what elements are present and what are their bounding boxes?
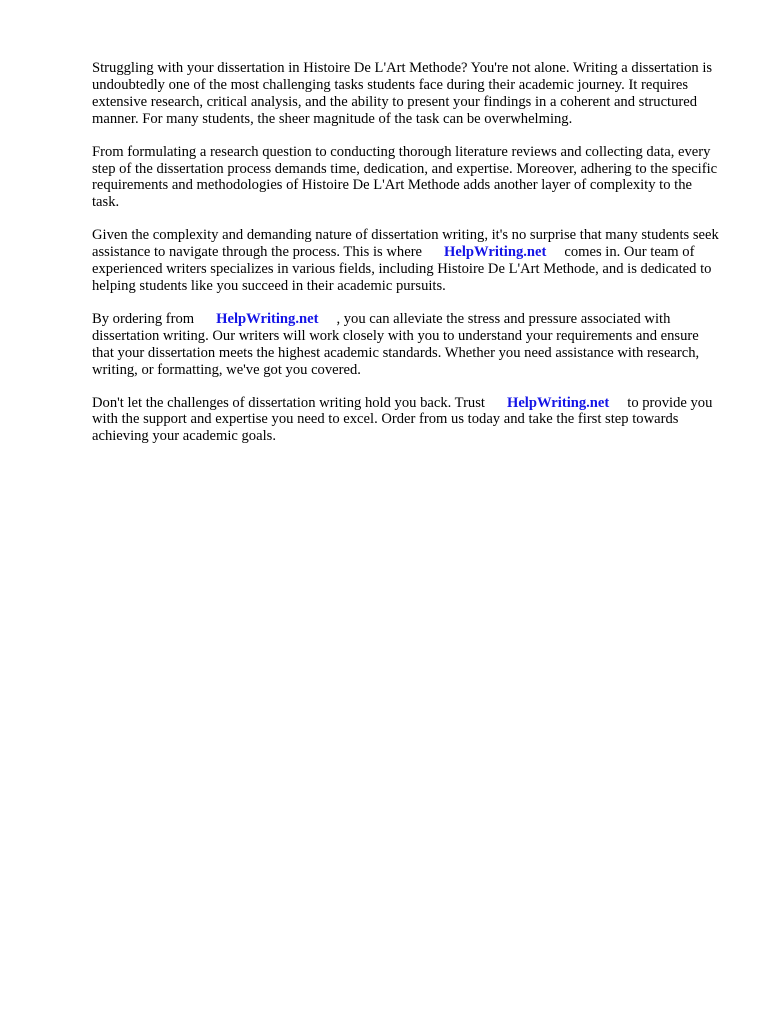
paragraph-text: From formulating a research question to conducting thorough literature reviews and collecting data, every step of the dissertation process demands time, dedication, and expertise. Moreover, adhering to the specific requirements and methodologies of Histoire De L'Art Methode adds another layer of complexity to the task. xyxy=(92,143,718,211)
helpwriting-link[interactable]: HelpWriting.net xyxy=(506,394,610,411)
paragraph-text-after-link: to provide you with the support and expertise you need to excel. Order from us today and take the first step towards achieving your academic goals. xyxy=(92,394,713,445)
paragraph-closing xyxy=(92,395,722,446)
paragraph-text-after-link: comes in. Our team of experienced writers specializes in various fields, including Histoire De L'Art Methode, and is dedicated to helping students like you succeed in their academic pursuits. xyxy=(92,244,712,294)
paragraph-assistance xyxy=(92,227,722,295)
paragraph-intro xyxy=(92,60,722,128)
paragraph-ordering xyxy=(92,311,722,379)
helpwriting-link[interactable]: HelpWriting.net xyxy=(216,310,319,327)
paragraph-text-before-link: Given the complexity and demanding nature of dissertation writing, it's no surprise that many students seek assistance to navigate through the process. This is where xyxy=(92,227,719,261)
paragraph-process xyxy=(92,144,722,212)
helpwriting-link[interactable]: HelpWriting.net xyxy=(444,244,547,261)
paragraph-text-before-link: Don't let the challenges of dissertation writing hold you back. Trust xyxy=(92,394,485,411)
paragraph-text-before-link: By ordering from xyxy=(92,310,195,327)
paragraph-text: Struggling with your dissertation in Histoire De L'Art Methode? You're not alone. Writing a dissertation is undoubtedly one of the most challenging tasks students face during their academic journey. It requires extensive research, critical analysis, and the ability to present your findings in a coherent and structured manner. For many students, the sheer magnitude of the task can be overwhelming. xyxy=(92,60,713,127)
paragraph-text-after-link: , you can alleviate the stress and pressure associated with dissertation writing. Our writers will work closely with you to understand your requirements and ensure that your dissertation meets the highest academic standards. Whether you need assistance with research, writing, or formatting, we've got you covered. xyxy=(92,310,700,378)
document-page xyxy=(92,60,722,461)
